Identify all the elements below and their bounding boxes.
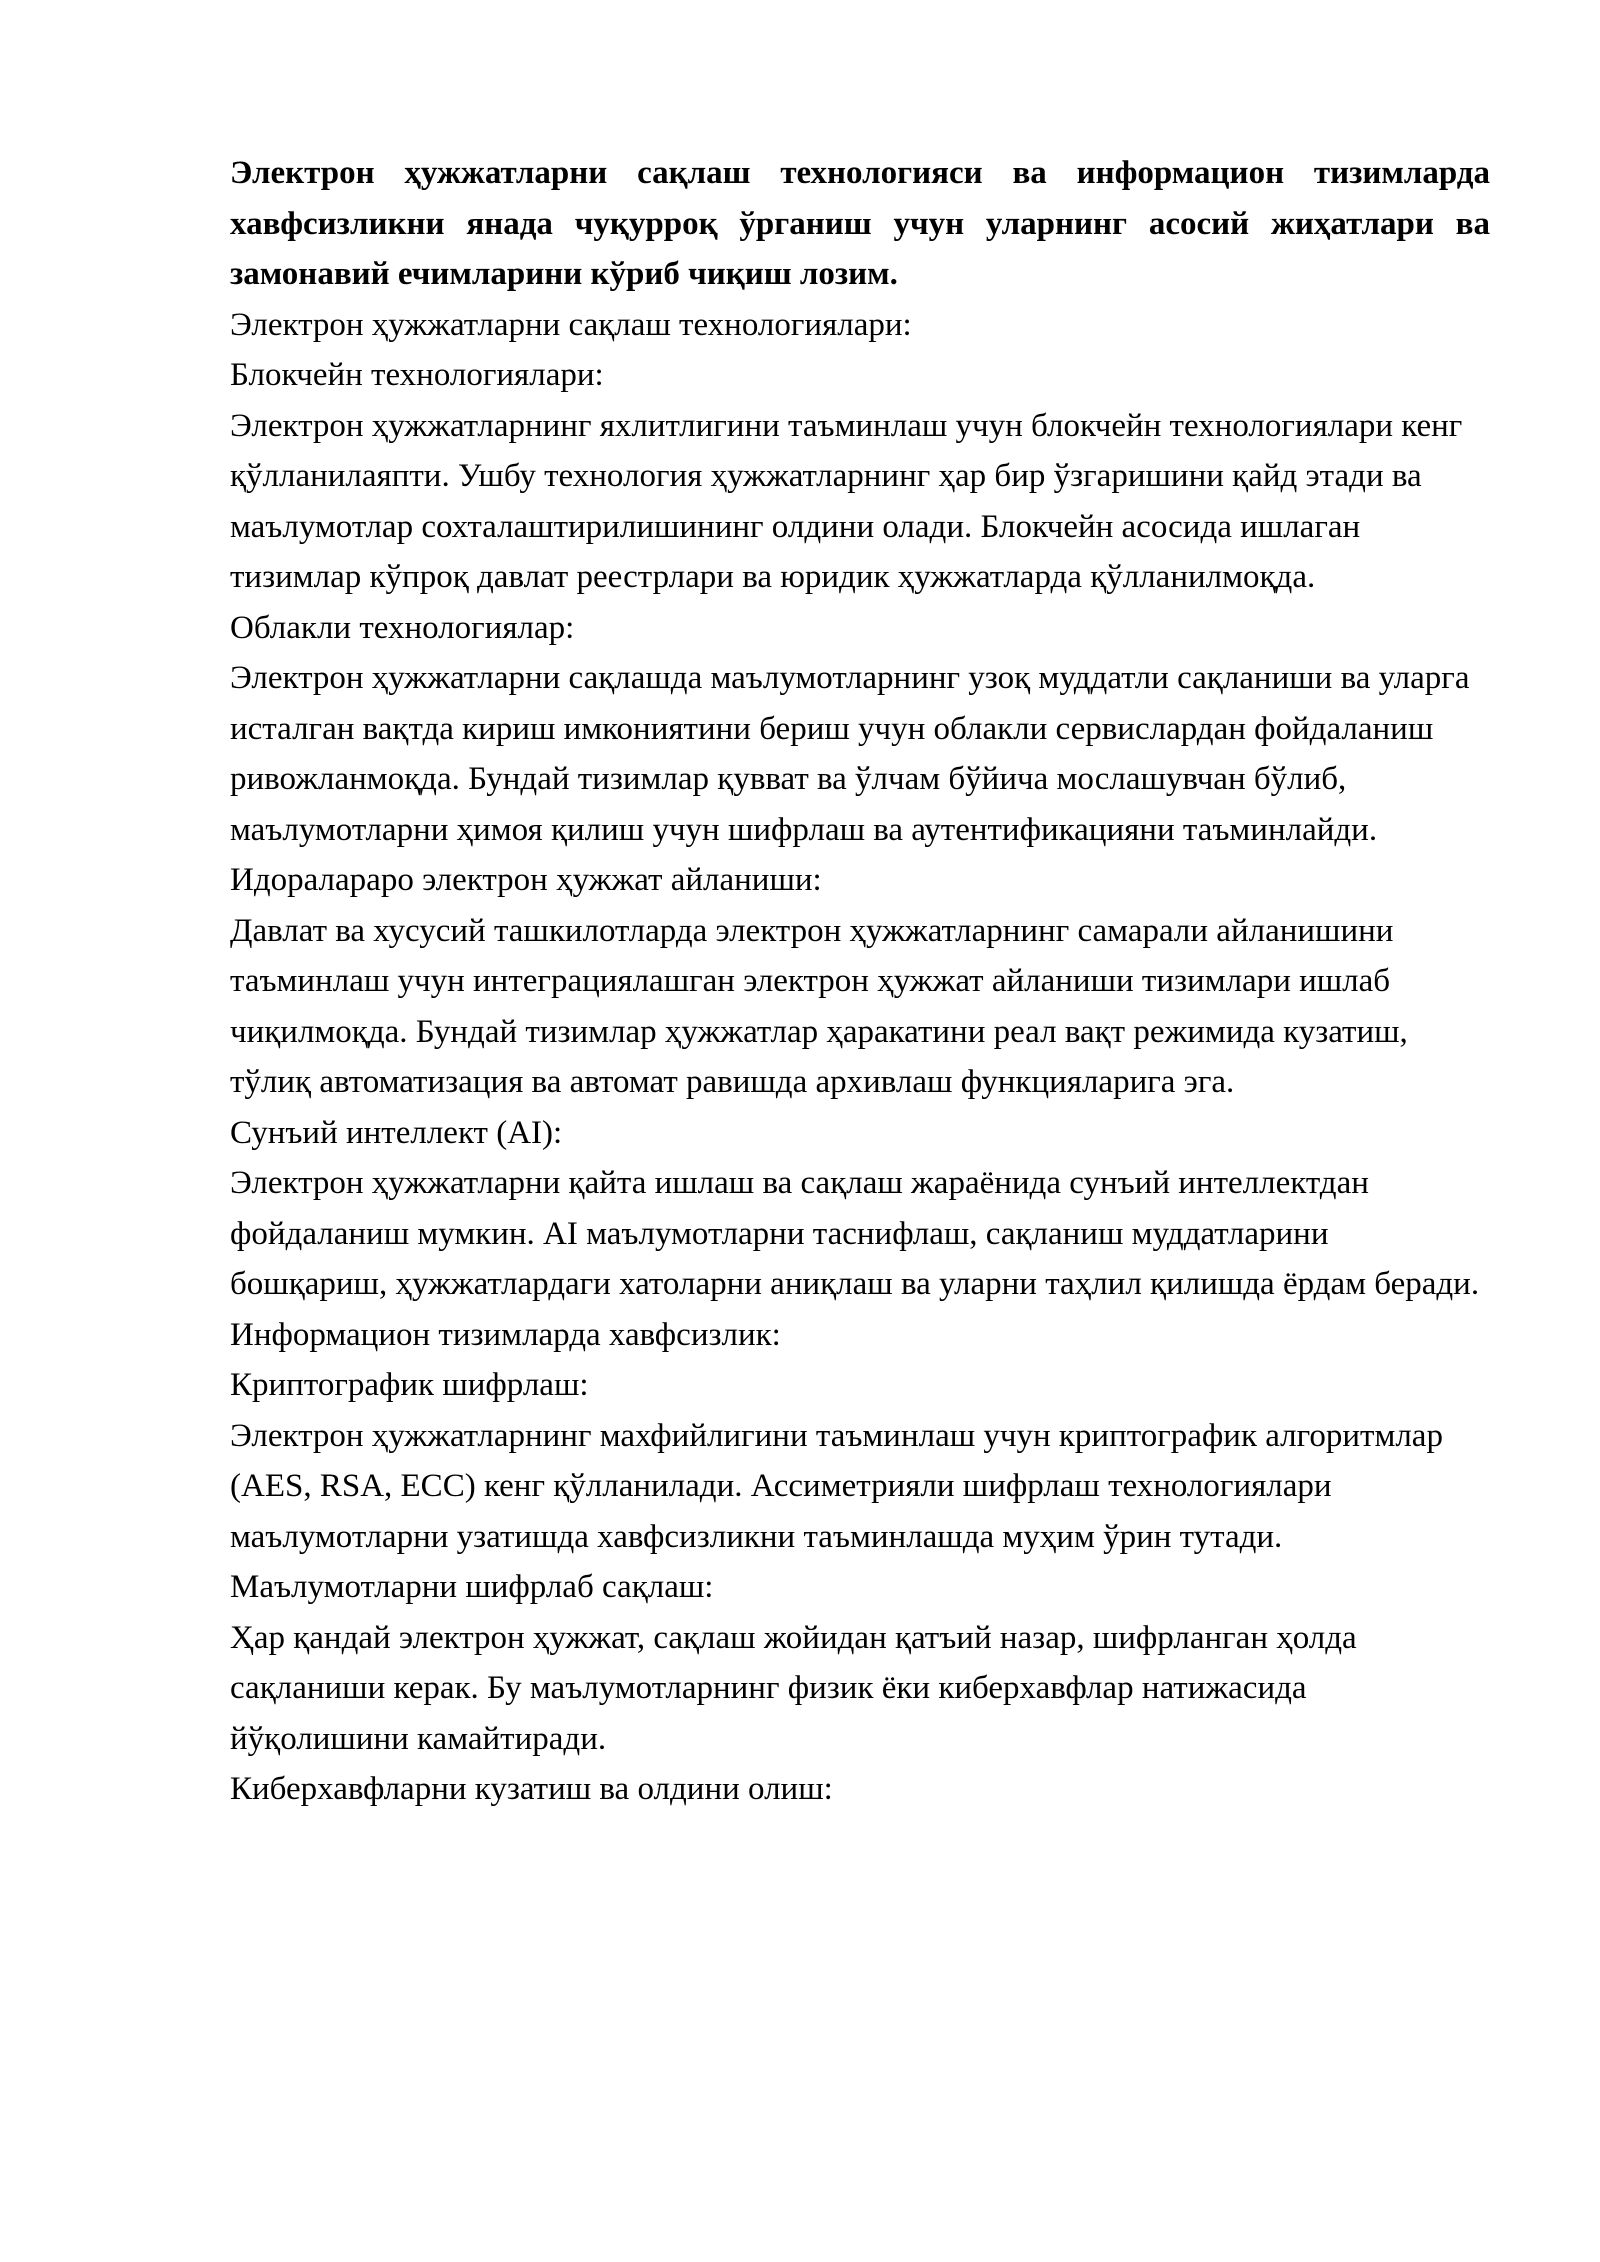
document-page xyxy=(230,148,1490,1815)
paragraph-blockchain: Электрон ҳужжатларнинг яхлитлигини таъминлаш учун блокчейн технологиялари кенг қўлланилаяпти. Ушбу технология ҳужжатларнинг ҳар бир ўзгаришини қайд этади ва маълумотлар сохталаштирилишининг олдини олади. Блокчейн асосида ишлаган тизимлар кўпроқ давлат реестрлари ва юридик ҳужжатларда қўлланилмоқда. xyxy=(230,407,1463,595)
subheading-cyber-threats: Киберхавфларни кузатиш ва олдини олиш: xyxy=(230,1771,833,1807)
paragraph-interagency: Давлат ва хусусий ташкилотларда электрон ҳужжатларнинг самарали айланишини таъминлаш учун интеграциялашган электрон ҳужжат айланиши тизимлари ишлаб чиқилмоқда. Бундай тизимлар ҳужжатлар ҳаракатини реал вақт режимида кузатиш, тўлиқ автоматизация ва автомат равишда архивлаш функцияларига эга. xyxy=(230,912,1408,1100)
subheading-ai: Сунъий интеллект (AI): xyxy=(230,1114,563,1151)
intro-paragraph: Электрон ҳужжатларни сақлаш технологияси ва информацион тизимларда хавфсизликни янада чуқурроқ ўрганиш учун уларнинг асосий жиҳатлари ва замонавий ечимларини кўриб чиқиш лозим. xyxy=(230,155,1490,292)
subheading-cryptography: Криптографик шифрлаш: xyxy=(230,1367,589,1403)
subheading-encrypted-storage: Маълумотларни шифрлаб сақлаш: xyxy=(230,1569,714,1605)
subheading-blockchain: Блокчейн технологиялари: xyxy=(230,357,604,393)
paragraph-cryptography: Электрон ҳужжатларнинг махфийлигини таъминлаш учун криптографик алгоритмлар (AES, RSA, ECC) кенг қўлланилади. Ассиметрияли шифрлаш технологиялари маълумотларни узатишда хавфсизликни таъминлашда муҳим ўрин тутади. xyxy=(230,1417,1443,1555)
section-heading-storage-technologies: Электрон ҳужжатларни сақлаш технологиялари: xyxy=(230,306,912,343)
paragraph-encrypted-storage: Ҳар қандай электрон ҳужжат, сақлаш жойидан қатъий назар, шифрланган ҳолда сақланиши керак. Бу маълумотларнинг физик ёки киберхавфлар натижасида йўқолишини камайтиради. xyxy=(230,1619,1357,1757)
section-heading-security: Информацион тизимларда хавфсизлик: xyxy=(230,1316,781,1353)
paragraph-ai: Электрон ҳужжатларни қайта ишлаш ва сақлаш жараёнида сунъий интеллектдан фойдаланиш мумкин. AI маълумотларни таснифлаш, сақланиш муддатларини бошқариш, ҳужжатлардаги хатоларни аниқлаш ва уларни таҳлил қилишда ёрдам беради. xyxy=(230,1165,1480,1302)
paragraph-cloud: Электрон ҳужжатларни сақлашда маълумотларнинг узоқ муддатли сақланиши ва уларга исталган вақтда кириш имкониятини бериш учун облакли сервислардан фойдаланиш ривожланмоқда. Бундай тизимлар қувват ва ўлчам бўйича мослашувчан бўлиб, маълумотларни ҳимоя қилиш учун шифрлаш ва аутентификацияни таъминлайди. xyxy=(230,660,1470,848)
subheading-interagency: Идоралараро электрон ҳужжат айланиши: xyxy=(230,862,822,898)
subheading-cloud: Облакли технологиялар: xyxy=(230,609,575,646)
